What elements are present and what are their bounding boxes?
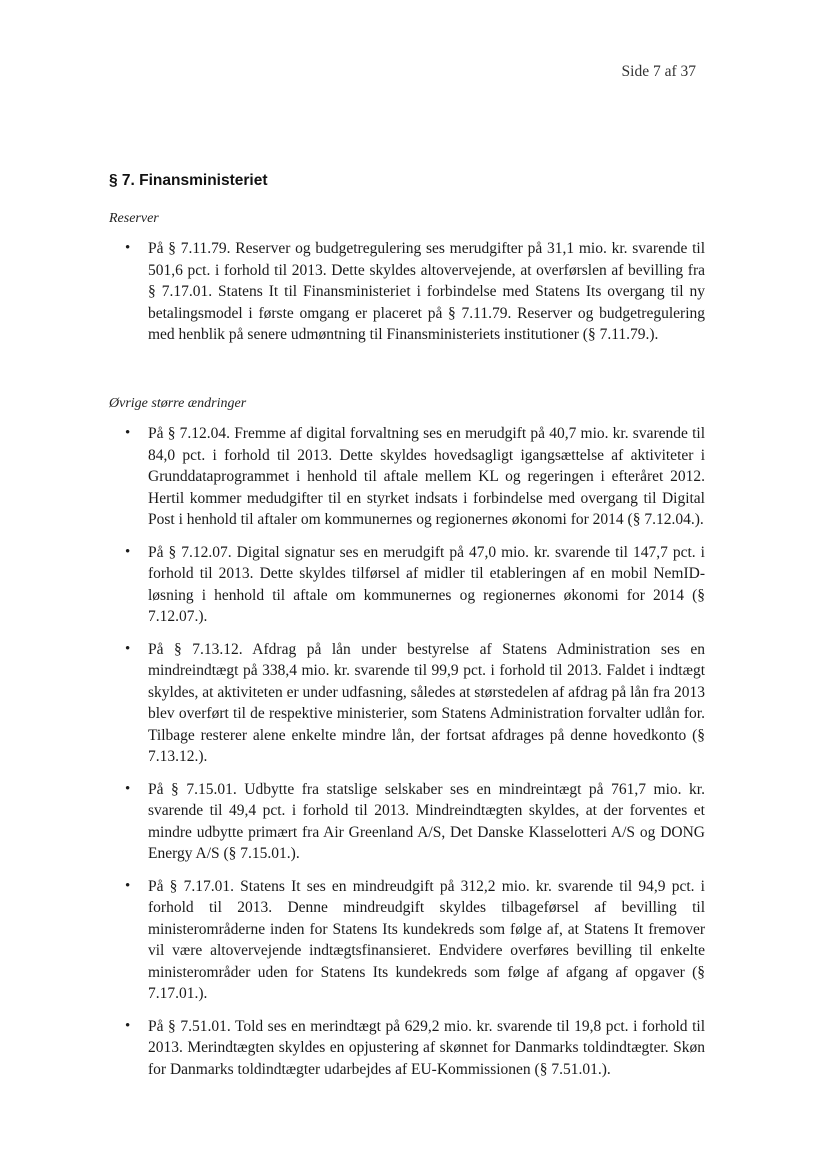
list-item-text: På § 7.51.01. Told ses en merindtægt på 629,2 mio. kr. svarende til 19,8 pct. i forhold til 2013. Merindtægten skyldes en opjustering af skønnet for Danmarks toldindtægter. Skøn for Danmarks toldindtægter udarbejdes af EU-Kommissionen (§ 7.51.01.). — [148, 1017, 705, 1078]
list-item — [109, 423, 705, 531]
bullet-icon: • — [125, 780, 131, 797]
bullet-icon: • — [125, 640, 131, 657]
list-item-text: På § 7.15.01. Udbytte fra statslige selskaber ses en mindreintægt på 761,7 mio. kr. svarende til 49,4 pct. i forhold til 2013. Mindreindtægten skyldes, at der forventes et mindre udbytte primært fra Air Greenland A/S, Det Danske Klasselotteri A/S og DONG Energy A/S (§ 7.15.01.). — [148, 780, 705, 862]
bullet-icon: • — [125, 543, 131, 560]
section-heading: § 7. Finansministeriet — [109, 172, 268, 189]
list-item-text: På § 7.13.12. Afdrag på lån under bestyrelse af Statens Administration ses en mindreindtægt på 338,4 mio. kr. svarende til 99,9 pct. i forhold til 2013. Faldet i indtægt skyldes, at aktiviteten er under udfasning, således at størstedelen af afdrag på lån fra 2013 blev overført til de respektive ministerier, som Statens Administration forvalter udlån for. Tilbage resterer alene enkelte mindre lån, der fortsat afdrages på denne hovedkonto (§ 7.13.12.). — [148, 640, 705, 765]
list-item-text: På § 7.11.79. Reserver og budgetregulering ses merudgifter på 31,1 mio. kr. svarende til 501,6 pct. i forhold til 2013. Dette skyldes altovervejende, at overførslen af bevilling fra § 7.17.01. Statens It til Finansministeriet i forbindelse med Statens Its overgang til ny betalingsmodel i første omgang er placeret på § 7.11.79. Reserver og budgetregulering med henblik på senere udmøntning til Finansministeriets institutioner (§ 7.11.79.). — [148, 240, 705, 343]
bullet-icon: • — [125, 425, 131, 441]
bullet-icon: • — [125, 240, 131, 256]
list-item — [109, 779, 705, 865]
list-item — [109, 639, 705, 768]
list-item-text: På § 7.12.07. Digital signatur ses en merudgift på 47,0 mio. kr. svarende til 147,7 pct. i forhold til 2013. Dette skyldes tilførsel af midler til etableringen af en mobil NemID-løsning i henhold til aftale om kommunernes og regionernes økonomi for 2014 (§ 7.12.07.). — [148, 543, 705, 625]
subheading-ovrige: Øvrige større ændringer — [109, 396, 247, 411]
subheading-reserver: Reserver — [109, 211, 159, 226]
bullet-list-ovrige — [109, 423, 705, 1080]
bullet-list-reserver — [109, 238, 705, 346]
list-item — [109, 876, 705, 1005]
list-item — [109, 238, 705, 346]
list-item-text: På § 7.12.04. Fremme af digital forvaltning ses en merudgift på 40,7 mio. kr. svarende til 84,0 pct. i forhold til 2013. Dette skyldes hovedsagligt igangsættelse af aktiviteter i Grunddataprogrammet i henhold til aftale mellem KL og regeringen i efteråret 2012. Hertil kommer medudgifter til en styrket indsats i forbindelse med overgang til Digital Post i henhold til aftaler om kommunernes og regionernes økonomi for 2014 (§ 7.12.04.). — [148, 425, 705, 528]
list-item — [109, 1016, 705, 1081]
bullet-icon: • — [125, 1017, 131, 1034]
page-number: Side 7 af 37 — [621, 63, 696, 80]
bullet-icon: • — [125, 877, 131, 894]
list-item — [109, 542, 705, 628]
list-item-text: På § 7.17.01. Statens It ses en mindreudgift på 312,2 mio. kr. svarende til 94,9 pct. i forhold til 2013. Denne mindreudgift skyldes tilbageførsel af bevilling til ministerområderne inden for Statens Its kundekreds som følge af, at Statens It fremover vil være altovervejende indtægtsfinansieret. Endvidere overføres bevilling til enkelte ministerområder uden for Statens Its kundekreds som følge af afgang af opgaver (§ 7.17.01.). — [148, 877, 705, 1002]
